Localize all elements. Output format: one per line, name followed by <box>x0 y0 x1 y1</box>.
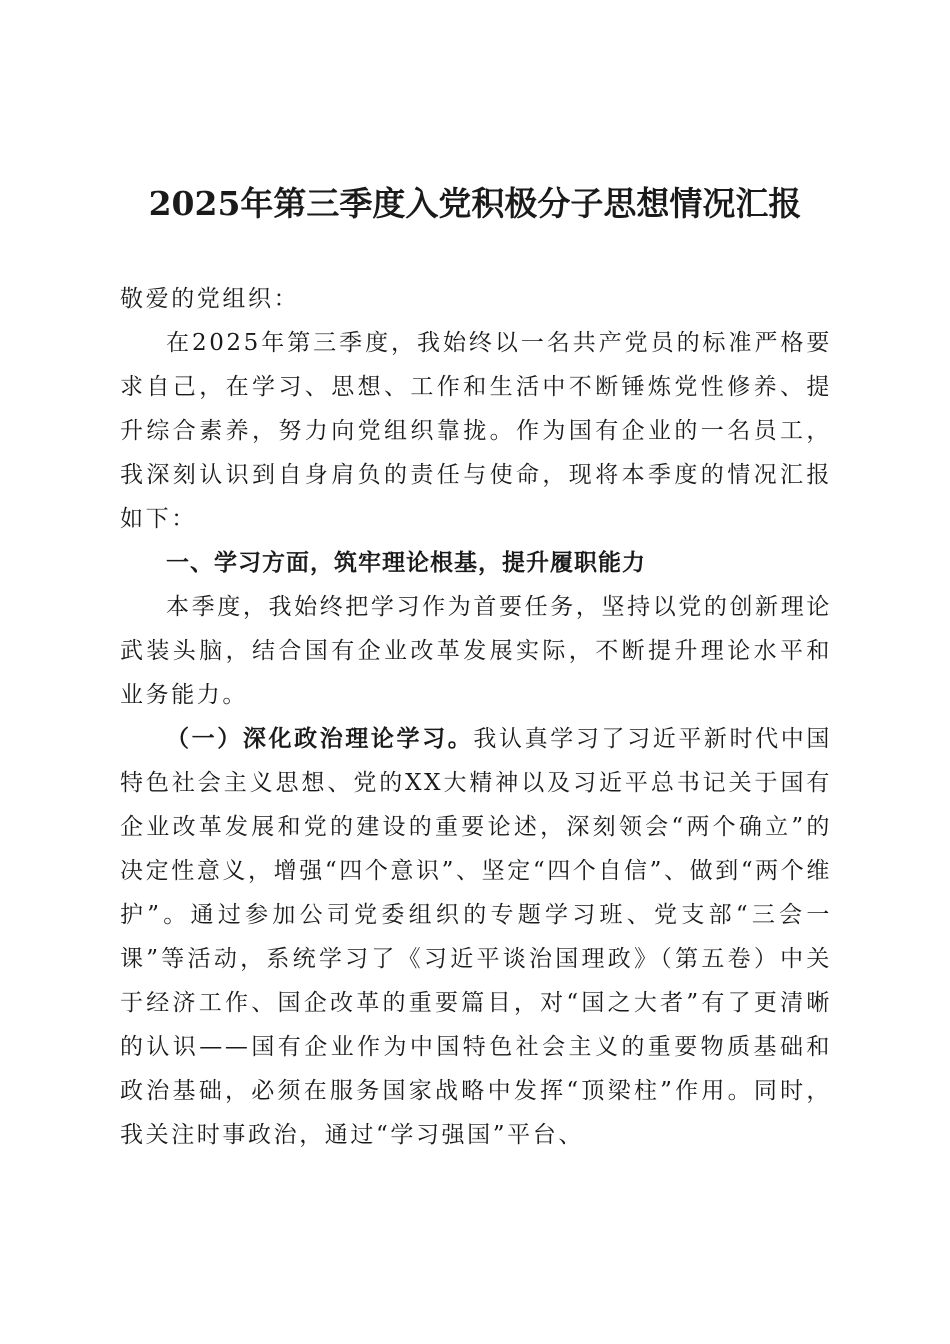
document-body <box>120 277 832 1157</box>
subsection-text: 我认真学习了习近平新时代中国特色社会主义思想、党的XX大精神以及习近平总书记关于国有企业改革发展和党的建设的重要论述，深刻领会“两个确立”的决定性意义，增强“四个意识”、坚定“四个自信”、做到“两个维护”。通过参加公司党委组织的专题学习班、党支部“三会一课”等活动，系统学习了《习近平谈治国理政》（第五卷）中关于经济工作、国企改革的重要篇目，对“国之大者”有了更清晰的认识——国有企业作为中国特色社会主义的重要物质基础和政治基础，必须在服务国家战略中发挥“顶梁柱”作用。同时，我关注时事政治，通过“学习强国”平台、 <box>120 726 832 1148</box>
section-paragraph: 本季度，我始终把学习作为首要任务，坚持以党的创新理论武装头脑，结合国有企业改革发展实际，不断提升理论水平和业务能力。 <box>120 594 832 708</box>
section-heading: 一、学习方面，筑牢理论根基，提升履职能力 <box>166 550 646 576</box>
document-title: 2025年第三季度入党积极分子思想情况汇报 <box>148 184 802 223</box>
intro-paragraph: 在2025年第三季度，我始终以一名共产党员的标准严格要求自己，在学习、思想、工作和生活中不断锤炼党性修养、提升综合素养，努力向党组织靠拢。作为国有企业的一名员工，我深刻认识到自身肩负的责任与使命，现将本季度的情况汇报如下： <box>120 330 832 532</box>
subsection-lead: （一）深化政治理论学习。 <box>166 725 474 752</box>
subsection-paragraph <box>120 717 832 1157</box>
salutation: 敬爱的党组织： <box>120 286 300 312</box>
